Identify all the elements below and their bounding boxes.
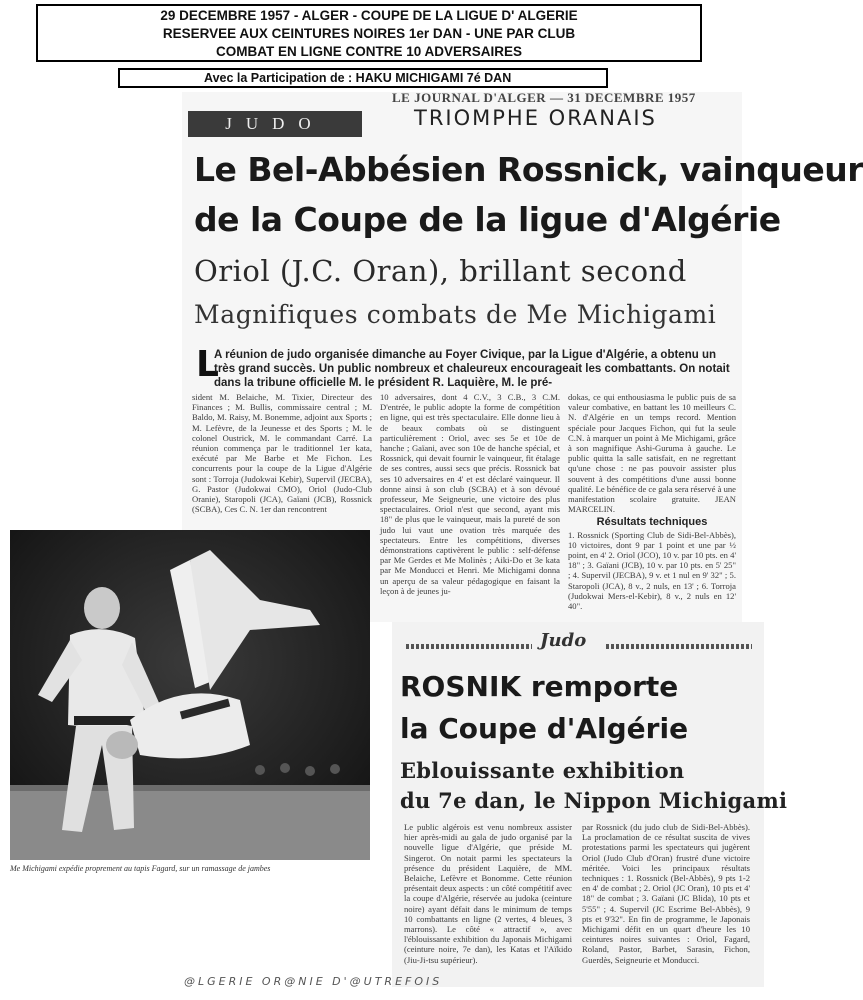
column-3-text: dokas, ce qui enthousiasma le public puis de sa valeur combative, en battant les 10 meilleurs C. N. d'Algérie en un temps record. Mention spéciale pour Jacques Fichon, qui fut la seule C.N. à marquer un point à Me Michigami, grâce à son magnifique Ashi-Guruma à gauche. Le public quitta la salle satisfait, en ne regrettant qu'une chose : ne pas pouvoir assister plus souvent à des compétitions d'une aussi bonne qualité. Le bénéfice de ce gala sera réservé à une manifestation scolaire gratuite. JEAN MARCELIN. <box>568 392 736 515</box>
article-column-1: sident M. Belaiche, M. Tixier, Directeur des Finances ; M. Bullis, commissaire central ; M. Baldo, M. Raisy, M. Bonemme, adjoint aux Sports ; M. Lefèvre, de la Jeunesse et des Sports ; M. le colonel Oustrick, M. le commandant Carré. La réunion commença par le traditionnel 1er kata, exécuté par Me Barbe et Me Fichon. Les concurrents pour la coupe de la Ligue d'Algérie sont : Torroja (Judokwai Kebir), Supervil (JECBA), G. Pastor (Judokwai CMO), Oriol (Judo-Club Oranie), Staropoli (JCA), Gaïani (JCB), Rossnick (SCBA), Ces C. N. 1er dan rencontrent <box>192 392 372 515</box>
article2-column-1: Le public algérois est venu nombreux assister hier après-midi au gala de judo organisé par la nouvelle ligue d'Algérie, que préside M. Singerot. On notait parmi les spectateurs la présence du président Laquière, de MM. Belaiche, Lefèvre et Bonomme. Cette réunion présentait deux aspects : un côté compétitif avec la coupe d'Algérie, réservée au judoka (ceinture noire) ayant défait dans le minimum de temps 10 combattants en ligne (2 vertes, 4 bleues, 3 marrons). Le côté « attractif », avec l'éblouissante exhibition du Japonais Michigami (ceinture noire, 7e dan), les Katas et l'Aïkido (Jiu-Ji-tsu supérieur). <box>404 822 572 965</box>
newspaper-clipping-2 <box>392 622 788 987</box>
photo-caption: Me Michigami expédie proprement au tapis Fagard, sur un ramassage de jambes <box>10 864 271 873</box>
article2-column-2: par Rossnick (du judo club de Sidi-Bel-Abbès). La proclamation de ce résultat suscita de vives protestations parmi les spectateurs qui jugèrent Oriol (Judo Club d'Oran) frustré d'une victoire méritée. Voici les principaux résultats techniques : 1. Rossnick (Bel-Abbès), 9 pts 1-2 en 4' de combat ; 2. Oriol (JC Oran), 10 pts et 4' 18" de combat ; 3. Gaïani (JC Blida), 10 pts et 5'55" ; 4. Supervil (JC Escrime Bel-Abbès), 9 pts et 9'32". En fin de programme, le Japonais Michigami défit en un quart d'heure les 10 ceintures noires suivantes : Oriol, Fagard, Roland, Pastor, Barbet, Sarasin, Fichon, Guerdès, Seigneurie et Monducci. <box>582 822 750 965</box>
section-tag-judo-2: Judo <box>540 630 587 651</box>
lede-paragraph: A réunion de judo organisée dimanche au Foyer Civique, par la Ligue d'Algérie, a obtenu un très grand succès. Un public nombreux et chaleureux encourageait les combattants. On notait dans la tribune officielle M. le président R. Laquière, M. le pré- <box>214 349 730 389</box>
event-header-line-3: COMBAT EN LIGNE CONTRE 10 ADVERSAIRES <box>215 44 523 59</box>
kicker: TRIOMPHE ORANAIS <box>414 106 657 130</box>
subhead-2: Magnifiques combats de Me Michigami <box>194 300 717 329</box>
masthead: LE JOURNAL D'ALGER — 31 DECEMBRE 1957 <box>392 90 696 105</box>
results-text: 1. Rossnick (Sporting Club de Sidi-Bel-Abbès), 10 victoires, dont 9 par 1 point et une par ½ point, en 4' 2. Oriol (JCO), 10 v. par 10 pts. en 4' 18" ; 3. Gaïani (JCB), 10 v. par 10 pts. en 5' 25" ; 4. Supervil (JECBA), 9 v. et 1 nul en 9' 32" ; 5. Staropoli (JCA), 8 v., 2 nuls, en 13' ; 6. Torroja (Judokwai Mers-el-Kebir), 8 v., 2 nuls en 12' 40". <box>568 529 736 612</box>
participation-box: Avec la Participation de : HAKU MICHIGAMI 7é DAN <box>118 68 608 88</box>
subhead2-line-2: du 7e dan, le Nippon Michigami <box>400 788 788 813</box>
results-title: Résultats techniques <box>596 516 708 529</box>
article-column-2: 10 adversaires, dont 4 C.V., 3 C.B., 3 C.M. D'entrée, le public adopte la forme de compétition en ligne, qui est très spectaculaire. Elle donne lieu à de beaux combats où se distinguent particulièrement : Oriol, avec ses 5e et 10e de hanche ; Gaïani, avec son 10e de hanche spécial, et Rossnick, qui devait fournir le vainqueur, fit étalage de ses contres, aussi secs que précis. Rossnick bat ses 10 adversaires en 4' et est déclaré vainqueur. Il donne ainsi à son club (SCBA) et à son dévoué professeur, Me Seigneurie, une victoire des plus spectaculaires. Oriol n'est que second, ayant mis 18" de plus que le vainqueur, mais la pureté de son judo lui vaut une ovation très marquée des spectateurs. Entre les compétitions, diverses démonstrations captivèrent le public : self-défense par Me Gerdes et Me Molinès ; Aiki-Do et 3e kata par Me Monducci et Henri. Me Michigami donna un aperçu de sa valeur pédagogique en faisant la leçon à de jeunes ju- <box>380 392 560 596</box>
article-column-3 <box>568 392 736 617</box>
judo-throw-illustration <box>10 530 370 860</box>
section-tag-judo: JUDO <box>188 111 362 137</box>
decorative-bar-right <box>606 644 752 649</box>
drop-cap: L <box>196 344 219 385</box>
decorative-bar-left <box>406 644 532 649</box>
event-header-line-1: 29 DECEMBRE 1957 - ALGER - COUPE DE LA LIGUE D' ALGERIE <box>160 8 578 23</box>
headline2-line-1: ROSNIK remporte <box>400 670 679 703</box>
headline-line-1: Le Bel-Abbésien Rossnick, vainqueur <box>194 150 863 189</box>
subhead: Oriol (J.C. Oran), brillant second <box>194 254 687 288</box>
headline-line-2: de la Coupe de la ligue d'Algérie <box>194 200 781 239</box>
headline2-line-2: la Coupe d'Algérie <box>400 712 689 745</box>
subhead2-line-1: Eblouissante exhibition <box>400 758 685 783</box>
event-header-line-2: RESERVEE AUX CEINTURES NOIRES 1er DAN - UNE PAR CLUB <box>162 26 576 41</box>
judo-photo <box>10 530 370 860</box>
watermark: @LGERIE OR@NIE D'@UTREFOIS <box>184 975 443 988</box>
event-header-box <box>36 4 702 62</box>
